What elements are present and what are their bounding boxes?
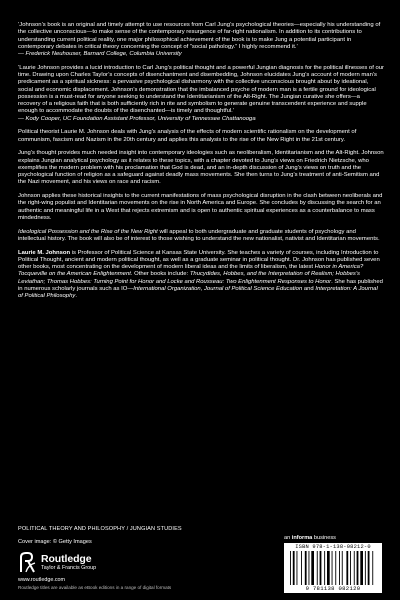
audience-paragraph (18, 229, 384, 244)
cover-credit: Cover image: © Getty Images (18, 539, 92, 545)
author-bio-journal: Interpretation: A Journal of Political Philosophy (18, 285, 378, 299)
author-bio-text: and (302, 285, 316, 292)
author-bio-book: Thucydides, Hobbes, and the Interpretation of Realism; Hobbes’s Leviathan; Thomas Hobbes: Turning Point for Honor and Locke and Rousseau: Two Enlightenment Responses to Honor (18, 271, 360, 285)
routledge-logo-icon (18, 551, 38, 573)
book-title: Ideological Possession and the Rise of the New Right (18, 228, 158, 235)
publisher-url[interactable]: www.routledge.com (18, 577, 66, 583)
publisher-name: Routledge (41, 553, 92, 565)
author-bio-text: . Other books include: (130, 271, 190, 278)
description-paragraph: Johnson applies these historical insights to the current manifestations of mass psychological disruption in the clash between neoliberals and the right-wing populist and Identitarian movements on the rise in North America and Europe. She concludes by discussing the search for an authentic and meaningful life in a West that rejects extremism and is open to authentic spiritual experiences as a counterbalance to mass mindedness. (18, 193, 383, 221)
praise-quote-text: ‘Johnson’s book is an original and timely attempt to use resources from Carl Jung’s psychological theories—especially his understanding of the collective unconscious—to make sense of the contemporary resurgence of far-right nationalism. In addition to its contributions to understanding current political reality, one major philosophical achievement of the book is to make Jung a potential participant in contemporary debates in critical theory concerning the concept of “social pathology.” I highly recommend it.’ (18, 22, 381, 50)
isbn-label: ISBN 978-1-138-08212-0 (295, 544, 371, 550)
informa-suffix: business (312, 535, 336, 541)
author-bio-text: . (75, 293, 77, 299)
praise-quote-text: ‘Laurie Johnson provides a lucid introduction to Carl Jung’s political thought and a powerful Jungian diagnosis for the political illnesses of our time. Drawing upon Charles Taylor’s concepts of disenchantment and disembedding, Johnson elucidates Jung’s account of modern man’s predicament as a spiritual sickness: a pervasive psychological disharmony with the collective unconscious brought about by ideational, social and economic displacement. Johnson’s demonstration that the imbalanced psyche of modern man is a fertile ground for ideological possession is a must-read for anyone seeking to understand the Identitarianism of the Alt-Right. The Jungian curative she offers—a recovery of a religious faith that is both sufficiently rich in rite and symbolism to generate genuine transcendent experience and supple enough to accommodate the doubts of the disenchanted—is timely and thoughtful.’ (18, 64, 384, 115)
informa-prefix: an (284, 535, 292, 541)
praise-quote (18, 22, 384, 58)
author-bio (18, 250, 384, 301)
audience-text: will appeal to both undergraduate and graduate students of psychology and intellectual history. The book will also be of interest to those wishing to understand the new nationalist, nativist and Identitarian movements. (18, 228, 380, 242)
author-name: Laurie M. Johnson (18, 249, 71, 256)
praise-attribution: — Frederick Neuhouser, Barnard College, Columbia University (18, 51, 182, 57)
praise-quote (18, 65, 384, 123)
publisher-block (18, 551, 158, 581)
informa-brand: informa (291, 535, 313, 541)
back-cover-text (18, 22, 384, 307)
isbn-barcode (284, 543, 382, 593)
author-bio-book: Honor in America? Tocqueville on the American Enlightenment (18, 264, 364, 278)
description-paragraph: Jung’s thought provides much needed insight into contemporary ideologies such as neoliberalism, Identitarianism and the Alt-Right. Johnson explains Jungian analytical psychology as it relates to these topics, with a chapter devoted to Jung’s views on Friedrich Nietzsche, who exemplifies the modern problem with his proclamation that God is dead, and an in-depth discussion of Jung’s views on truth and the psychological function of religion as a safeguard against deadly mass movements. She then turns to Jung’s treatment of anti-Semitism and the Nazi movement, and his views on race and racism. (18, 150, 384, 186)
publisher-group: Taylor & Francis Group (41, 565, 97, 571)
informa-business-mark (284, 535, 336, 541)
subject-category: POLITICAL THEORY AND PHILOSOPHY / JUNGIAN STUDIES (18, 526, 182, 532)
author-bio-journal: International Organization, Journal of Political Science Education (133, 285, 303, 292)
barcode-bars (290, 551, 376, 585)
author-bio-text: . She has published in numerous scholarly journals such as IO— (18, 278, 383, 292)
barcode-digits: 9 781138 082120 (305, 585, 361, 592)
praise-attribution: — Kody Cooper, UC Foundation Assistant Professor, University of Tennessee Chattanooga (18, 115, 256, 122)
ebook-note: Routledge titles are available as eBook editions in a range of digital formats (18, 585, 172, 590)
author-bio-text: is Professor of Political Science at Kansas State University. She teaches a variety of courses, including Introduction to Political Thought, ancient and modern political thought, as well as a graduate seminar in political thought. Dr. Johnson has published seven other books, most concentrating on the development of modern liberal ideas and the limits of liberalism, the latest (18, 249, 380, 270)
description-paragraph: Political theorist Laurie M. Johnson deals with Jung’s analysis of the effects of modern scientific rationalism on the development of communism, fascism and Nazism in the 20th century and applies this analysis to the rise of the New Right in the 21st century. (18, 129, 357, 143)
